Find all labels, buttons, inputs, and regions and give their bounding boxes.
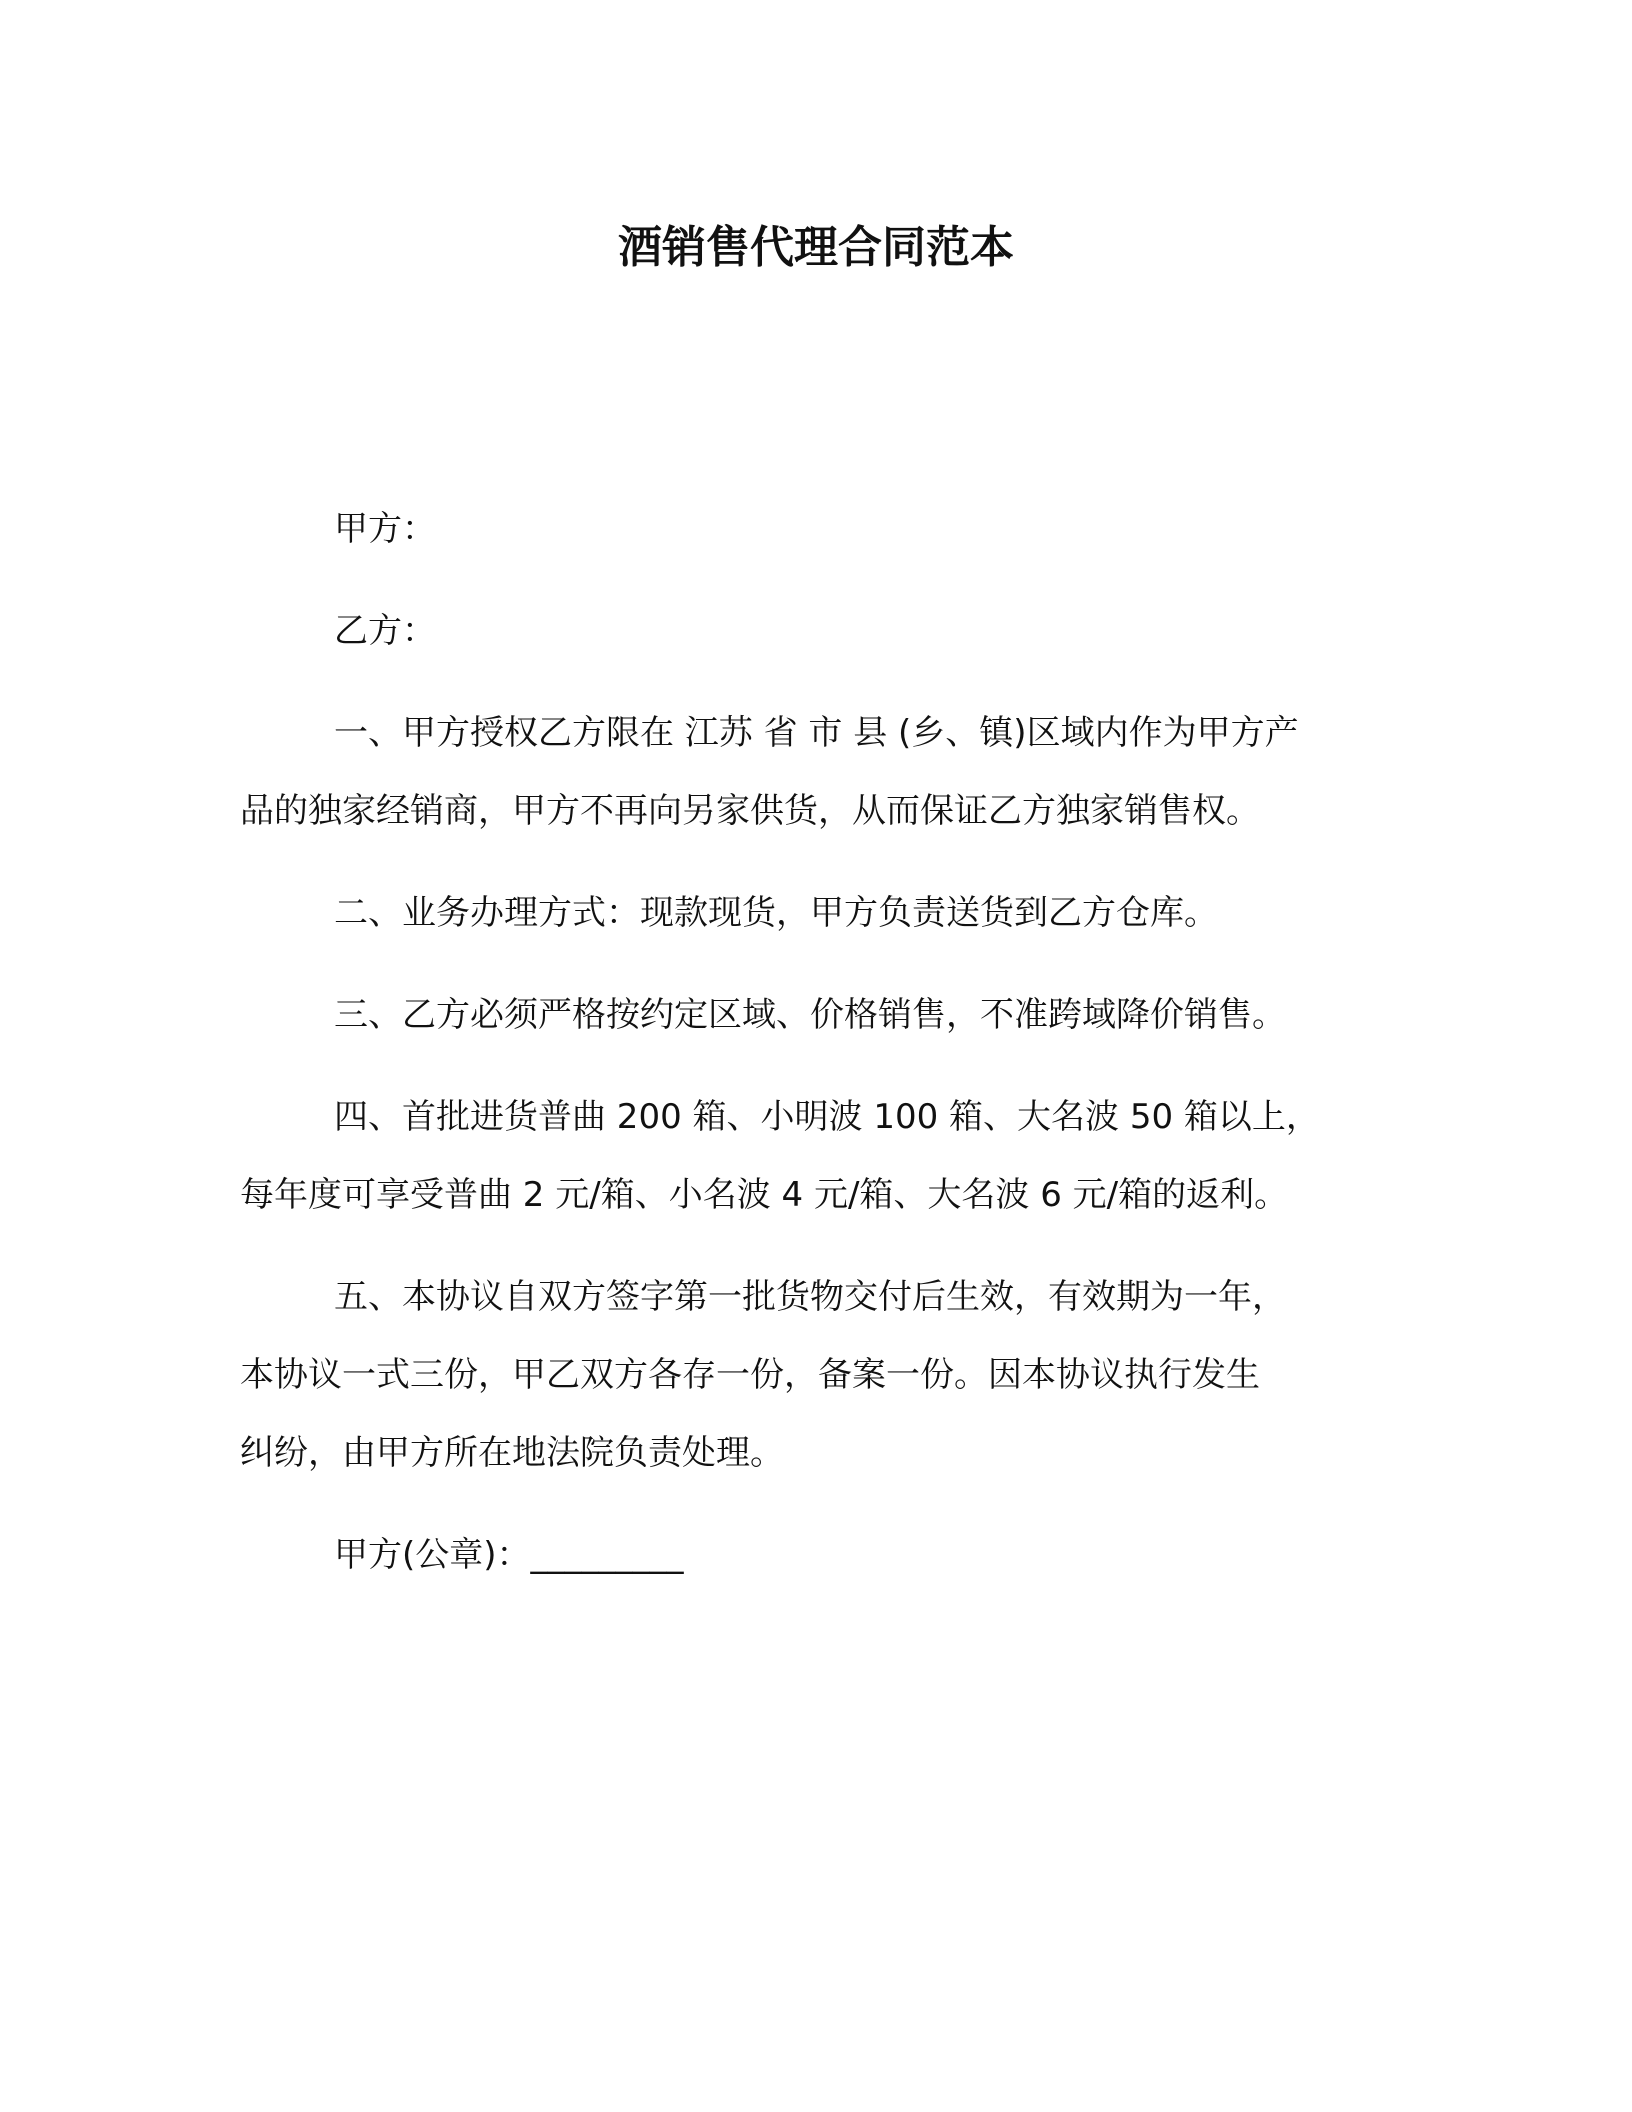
party-a-line: 甲方：: [334, 509, 436, 549]
document-title: 酒销售代理合同范本: [618, 222, 1014, 273]
clause-2-line-1: 二、业务办理方式：现款现货，甲方负责送货到乙方仓库。: [334, 893, 1218, 933]
clause-5: [240, 1258, 1380, 1492]
clause-1-line-1: 一、甲方授权乙方限在 江苏 省 市 县 (乡、镇)区域内作为甲方产: [334, 713, 1299, 753]
clause-3-line-1: 三、乙方必须严格按约定区域、价格销售，不准跨域降价销售。: [334, 995, 1286, 1035]
party-a-seal-line: 甲方(公章)：_________: [334, 1535, 684, 1575]
clause-2: [240, 874, 1380, 952]
clause-5-line-1: 五、本协议自双方签字第一批货物交付后生效，有效期为一年，: [334, 1277, 1286, 1317]
clause-4-line-2: 每年度可享受普曲 2 元/箱、小名波 4 元/箱、大名波 6 元/箱的返利。: [240, 1175, 1289, 1215]
clause-5-line-3: 纠纷，由甲方所在地法院负责处理。: [240, 1433, 784, 1473]
clause-5-line-2: 本协议一式三份，甲乙双方各存一份，备案一份。因本协议执行发生: [240, 1355, 1260, 1395]
clause-1-line-2: 品的独家经销商，甲方不再向另家供货，从而保证乙方独家销售权。: [240, 791, 1260, 831]
clause-4-line-1: 四、首批进货普曲 200 箱、小明波 100 箱、大名波 50 箱以上，: [334, 1097, 1320, 1137]
clause-4: [240, 1078, 1380, 1234]
clause-3: [240, 976, 1380, 1054]
party-b-line: 乙方：: [334, 611, 436, 651]
document-body: [240, 490, 1380, 1618]
clause-1: [240, 694, 1380, 850]
